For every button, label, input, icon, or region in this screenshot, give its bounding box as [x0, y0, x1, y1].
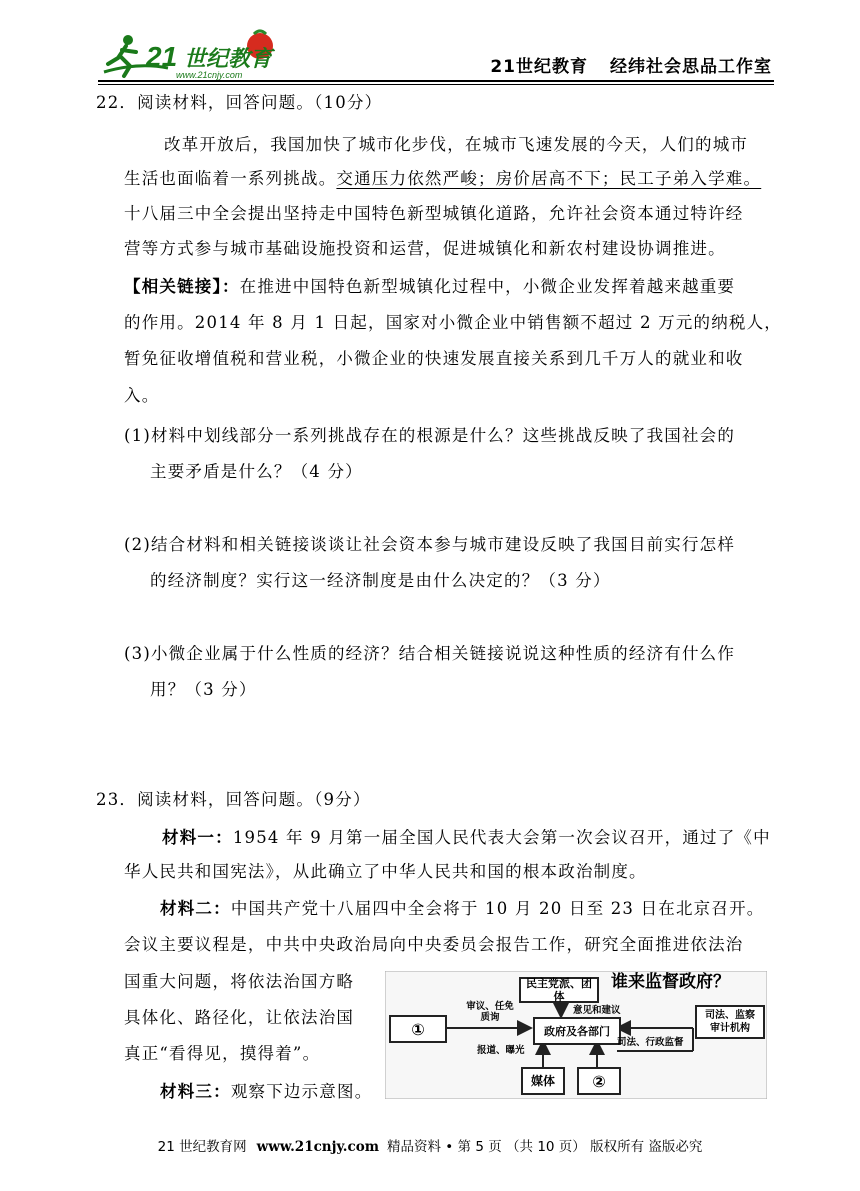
header-org: 21世纪教育 [490, 57, 588, 77]
material-1-label: 材料一： [162, 828, 233, 847]
q22-line-5-text: 在推进中国特色新型城镇化过程中，小微企业发挥着越来越重要 [239, 277, 736, 296]
q22-line-3: 十八届三中全会提出坚持走中国特色新型城镇化道路，允许社会资本通过特许经 [124, 204, 744, 223]
q23-m2-b: 会议主要议程是，中共中央政治局向中央委员会报告工作，研究全面推进依法治 [124, 935, 744, 954]
q22-line-6: 的作用。2014 年 8 月 1 日起，国家对小微企业中销售额不超过 2 万元的纳税人， [124, 313, 782, 332]
box-judicial-audit: 司法、监察 审计机构 [695, 1005, 765, 1039]
related-link-label: 【相关链接】： [124, 277, 240, 296]
header-divider [98, 80, 774, 82]
q23-m2-c: 国重大问题，将依法治国方略 [124, 972, 355, 991]
q22-line-2-text: 生活也面临着一系列挑战。 [124, 169, 337, 188]
material-2-label: 材料二： [160, 899, 231, 918]
q23-m3-text: 观察下边示意图。 [230, 1082, 373, 1101]
q22-sub3-a: (3)小微企业属于什么性质的经济？结合相关链接说说这种性质的经济有什么作 [124, 644, 736, 663]
q22-line-1: 改革开放后，我国加快了城市化步伐，在城市飞速发展的今天，人们的城市 [164, 135, 749, 154]
box-media: 媒体 [521, 1067, 565, 1095]
footer-left: 21 世纪教育网 [157, 1139, 247, 1155]
q23-m1-b: 华人民共和国宪法》，从此确立了中华人民共和国的根本政治制度。 [124, 862, 647, 881]
q22-line-2 [124, 167, 761, 191]
q23-m3 [160, 1080, 372, 1104]
box-blank-1: ① [389, 1015, 447, 1043]
logo-graphic [98, 22, 288, 82]
q22-sub1-b: 主要矛盾是什么？（4 分） [150, 462, 363, 481]
q22-line-4: 营等方式参与城市基础设施投资和运营，促进城镇化和新农村建设协调推进。 [124, 239, 726, 258]
q22-underlined-text: 交通压力依然严峻；房价居高不下；民工子弟入学难。 [336, 169, 762, 188]
logo-text: 世纪教育 [184, 47, 273, 72]
edge-label-supervision: 司法、行政监督 [617, 1037, 684, 1048]
logo [98, 22, 288, 82]
q23-m2-a-text: 中国共产党十八届四中全会将于 10 月 20 日至 23 日在北京召开。 [230, 899, 765, 918]
q22-line-7: 暂免征收增值税和营业税，小微企业的快速发展直接关系到几千万人的就业和收 [124, 349, 744, 368]
svg-text:21: 21 [146, 41, 178, 72]
edge-label-report: 报道、曝光 [477, 1045, 525, 1056]
q22-sub1-a: (1)材料中划线部分一系列挑战存在的根源是什么？这些挑战反映了我国社会的 [124, 426, 736, 445]
box-democratic-parties: 民主党派、团体 [519, 977, 599, 1003]
header-title [490, 52, 772, 77]
q22-stem: 22．阅读材料，回答问题。（10分） [96, 93, 383, 112]
supervision-diagram [385, 971, 767, 1099]
q23-m1-a [162, 826, 771, 850]
q23-m2-e: 真正“看得见，摸得着”。 [124, 1044, 321, 1063]
diagram-title: 谁来监督政府？ [611, 972, 730, 992]
edge-label-review: 审议、任免 质询 [466, 1001, 514, 1023]
q23-stem: 23．阅读材料，回答问题。（9分） [96, 790, 371, 809]
box-government: 政府及各部门 [533, 1017, 621, 1045]
q22-sub2-b: 的经济制度？实行这一经济制度是由什么决定的？（3 分） [150, 571, 611, 590]
q22-line-5 [124, 275, 735, 299]
page-footer [0, 1135, 860, 1155]
footer-site-link[interactable]: www.21cnjy.com [256, 1139, 380, 1155]
material-3-label: 材料三： [160, 1082, 231, 1101]
box-blank-2: ② [577, 1067, 621, 1095]
edge-label-advice: 意见和建议 [573, 1005, 621, 1016]
q23-m1-a-text: 1954 年 9 月第一届全国人民代表大会第一次会议召开，通过了《中 [232, 828, 771, 847]
q22-sub2-a: (2)结合材料和相关链接谈谈让社会资本参与城市建设反映了我国目前实行怎样 [124, 535, 736, 554]
header-divider-thin [98, 84, 774, 85]
logo-url: www.21cnjy.com [176, 70, 243, 80]
header-studio: 经纬社会思品工作室 [610, 57, 772, 77]
q23-m2-a [160, 897, 764, 921]
q23-m2-d: 具体化、路径化，让依法治国 [124, 1008, 355, 1027]
footer-right: 精品资料 • 第 5 页 （共 10 页） 版权所有 盗版必究 [387, 1139, 703, 1155]
q22-sub3-b: 用？（3 分） [150, 680, 257, 699]
q22-line-8: 入。 [124, 386, 160, 405]
